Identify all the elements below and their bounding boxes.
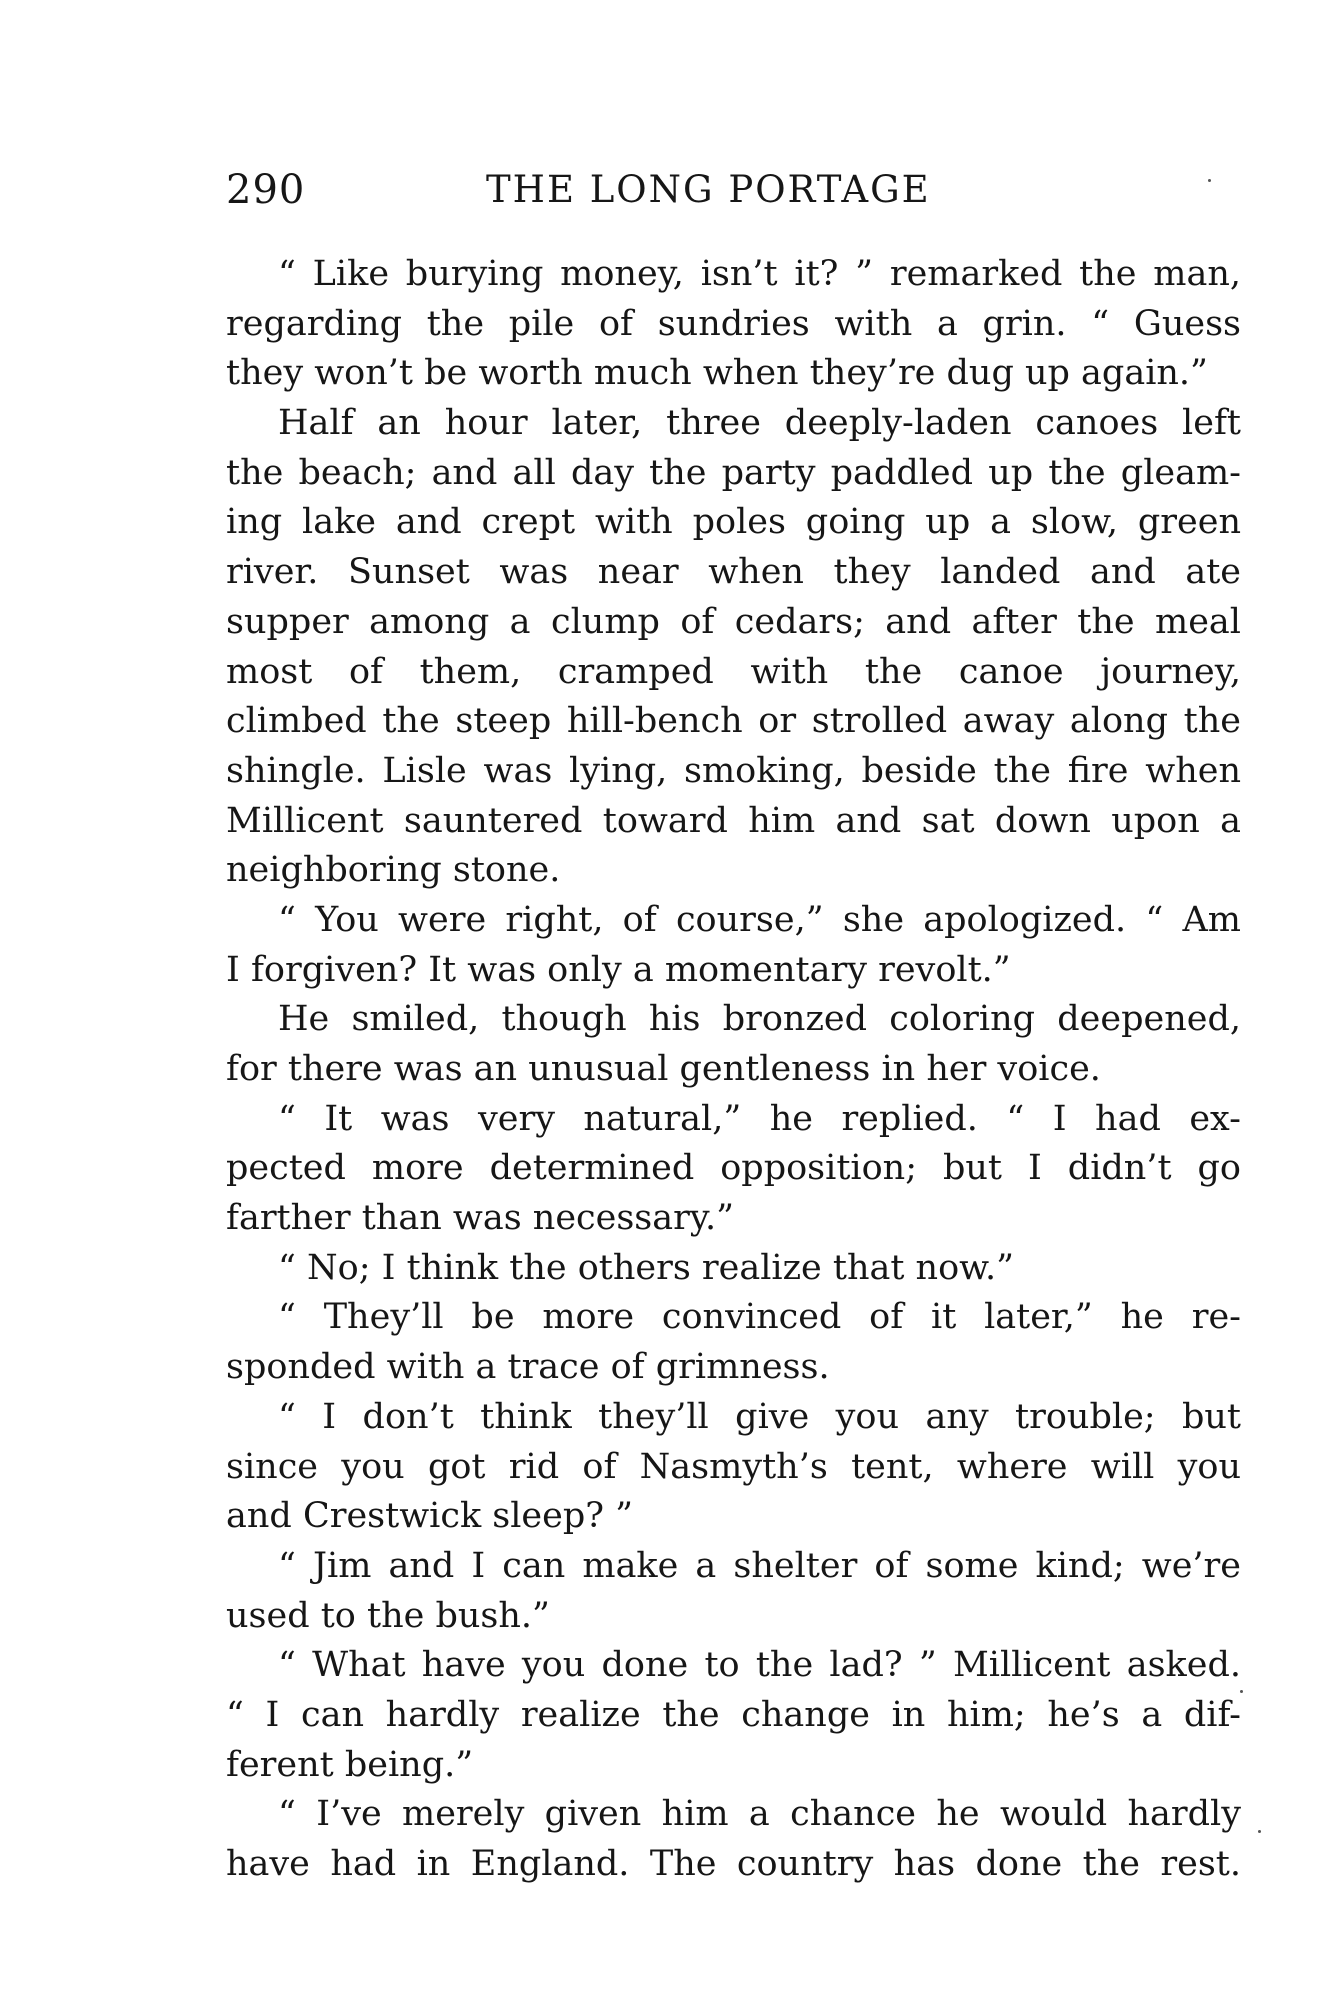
text-line: Half an hour later, three deeply-laden canoes left [278,403,1241,444]
scan-speck [1240,1690,1243,1693]
text-line: I forgiven? It was only a momentary revolt.” [226,949,1011,990]
text-line: regarding the pile of sundries with a grin. “ Guess [226,303,1241,344]
text-line: He smiled, though his bronzed coloring deepened, [278,999,1241,1040]
text-line: Millicent sauntered toward him and sat down upon a [226,800,1241,841]
text-line: “ You were right, of course,” she apologized. “ Am [278,899,1241,940]
text-line: ing lake and crept with poles going up a slow, green [226,502,1241,543]
text-line: “ Jim and I can make a shelter of some kind; we’re [278,1545,1241,1586]
text-line: since you got rid of Nasmyth’s tent, where will you [226,1446,1241,1487]
text-line: farther than was necessary.” [226,1198,735,1239]
page-header [226,160,1241,220]
text-line: and Crestwick sleep? ” [226,1496,634,1537]
text-line: sponded with a trace of grimness. [226,1347,830,1388]
text-line: used to the bush.” [226,1595,550,1636]
text-line: ferent being.” [226,1744,474,1785]
text-line: “ It was very natural,” he replied. “ I had ex- [278,1098,1241,1139]
body-text [226,250,1241,1890]
text-line: climbed the steep hill-bench or strolled away along the [226,701,1241,742]
text-line: “ They’ll be more convinced of it later,” he re- [278,1297,1241,1338]
text-line: the beach; and all day the party paddled up the gleam- [226,452,1241,493]
text-line: most of them, cramped with the canoe journey, [226,651,1241,692]
text-line: “ Like burying money, isn’t it? ” remarked the man, [278,254,1241,294]
text-line: supper among a clump of cedars; and after the meal [226,601,1241,642]
text-line: “ I’ve merely given him a chance he would hardly [278,1794,1241,1835]
text-line: river. Sunset was near when they landed and ate [226,552,1241,593]
page-number: 290 [226,167,306,213]
text-line: shingle. Lisle was lying, smoking, beside the fire when [226,750,1241,791]
text-line: “ I don’t think they’ll give you any trouble; but [278,1396,1241,1437]
scan-speck [1258,1830,1261,1833]
running-head: THE LONG PORTAGE [486,168,931,211]
text-line: “ No; I think the others realize that now.” [278,1247,1014,1288]
scan-speck [1208,179,1211,182]
text-line: they won’t be worth much when they’re dug up again.” [226,353,1208,394]
text-line: “ I can hardly realize the change in him; he’s a dif- [226,1694,1241,1735]
text-line: have had in England. The country has done the rest. [226,1844,1241,1884]
text-line: neighboring stone. [226,850,561,891]
text-line: pected more determined opposition; but I didn’t go [226,1148,1241,1189]
text-line: “ What have you done to the lad? ” Millicent asked. [278,1645,1241,1686]
text-line: for there was an unusual gentleness in her voice. [226,1049,1101,1089]
